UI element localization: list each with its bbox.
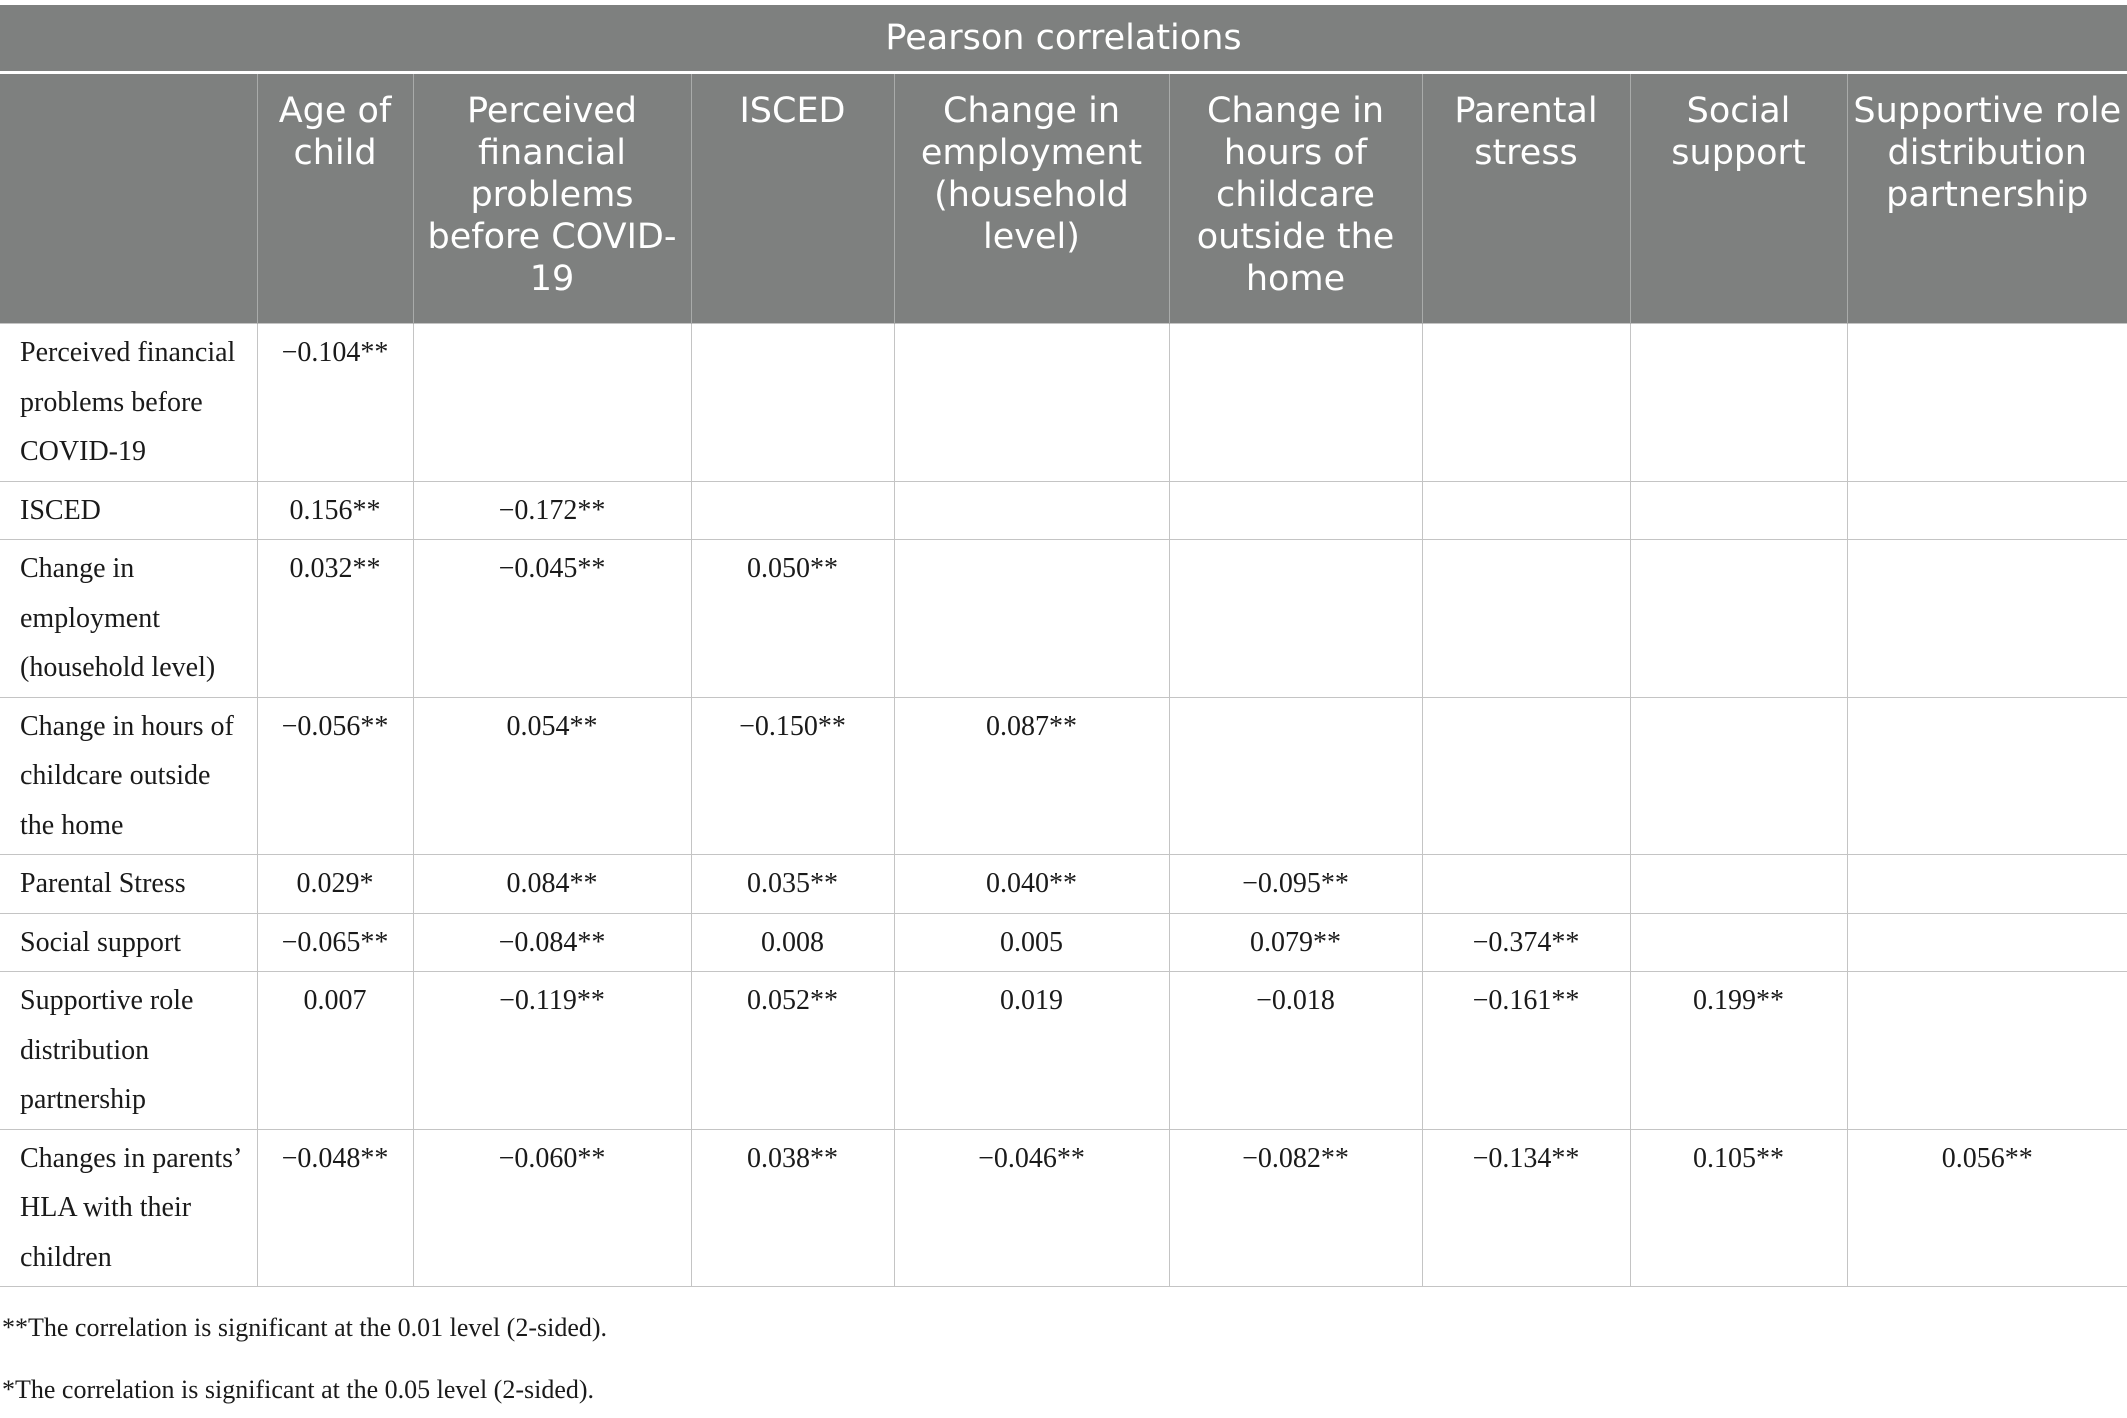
column-header: Supportive role distribution partnership xyxy=(1847,73,2127,324)
correlation-cell xyxy=(1422,324,1630,482)
correlation-cell: 0.008 xyxy=(691,913,894,972)
correlation-cell xyxy=(1169,697,1422,855)
correlation-cell: 0.054** xyxy=(413,697,691,855)
correlation-cell xyxy=(691,481,894,540)
correlation-cell xyxy=(1847,481,2127,540)
correlation-cell: 0.019 xyxy=(894,972,1169,1130)
row-label: Change in hours of childcare outside the home xyxy=(0,697,257,855)
column-header: Parental stress xyxy=(1422,73,1630,324)
correlation-cell: 0.040** xyxy=(894,855,1169,914)
table-row xyxy=(0,1129,2127,1287)
row-label: Changes in parents’ HLA with their children xyxy=(0,1129,257,1287)
column-header-row xyxy=(0,73,2127,324)
correlation-cell: −0.161** xyxy=(1422,972,1630,1130)
column-header: Perceived financial problems before COVID-19 xyxy=(413,73,691,324)
correlation-cell: 0.199** xyxy=(1630,972,1847,1130)
correlation-cell: −0.065** xyxy=(257,913,413,972)
correlation-cell: −0.048** xyxy=(257,1129,413,1287)
column-header-blank xyxy=(0,73,257,324)
correlation-cell: 0.156** xyxy=(257,481,413,540)
column-header: Social support xyxy=(1630,73,1847,324)
correlation-cell xyxy=(1169,481,1422,540)
correlation-cell: −0.056** xyxy=(257,697,413,855)
correlation-cell: 0.105** xyxy=(1630,1129,1847,1287)
correlation-cell: −0.084** xyxy=(413,913,691,972)
correlation-cell: 0.038** xyxy=(691,1129,894,1287)
column-header: Age of child xyxy=(257,73,413,324)
correlation-cell: −0.374** xyxy=(1422,913,1630,972)
correlation-cell xyxy=(1422,855,1630,914)
table-title: Pearson correlations xyxy=(0,5,2127,73)
correlation-cell xyxy=(1422,481,1630,540)
footnote-significance-005: *The correlation is significant at the 0.05 level (2-sided). xyxy=(2,1375,595,1404)
correlation-cell: 0.056** xyxy=(1847,1129,2127,1287)
correlation-cell: −0.082** xyxy=(1169,1129,1422,1287)
correlation-cell xyxy=(1630,913,1847,972)
row-label: Perceived financial problems before COVID-19 xyxy=(0,324,257,482)
correlation-cell: −0.134** xyxy=(1422,1129,1630,1287)
correlation-cell xyxy=(1169,540,1422,698)
correlation-cell xyxy=(413,324,691,482)
table-row xyxy=(0,913,2127,972)
correlation-cell: −0.018 xyxy=(1169,972,1422,1130)
correlation-cell: 0.035** xyxy=(691,855,894,914)
correlation-cell: 0.032** xyxy=(257,540,413,698)
correlation-cell xyxy=(691,324,894,482)
correlation-table-container xyxy=(0,5,2127,1287)
correlation-cell xyxy=(1847,324,2127,482)
correlation-cell: 0.087** xyxy=(894,697,1169,855)
correlation-cell xyxy=(1630,697,1847,855)
correlation-table xyxy=(0,5,2127,1287)
row-label: Social support xyxy=(0,913,257,972)
table-row xyxy=(0,697,2127,855)
correlation-cell xyxy=(1630,324,1847,482)
correlation-cell xyxy=(1630,855,1847,914)
table-title-row xyxy=(0,5,2127,73)
row-label: Parental Stress xyxy=(0,855,257,914)
table-body xyxy=(0,324,2127,1287)
correlation-cell: −0.046** xyxy=(894,1129,1169,1287)
correlation-cell xyxy=(1847,913,2127,972)
correlation-cell xyxy=(1847,855,2127,914)
correlation-cell xyxy=(1422,697,1630,855)
row-label: Change in employment (household level) xyxy=(0,540,257,698)
column-header: ISCED xyxy=(691,73,894,324)
correlation-cell: 0.007 xyxy=(257,972,413,1130)
table-row xyxy=(0,540,2127,698)
correlation-cell: 0.029* xyxy=(257,855,413,914)
correlation-cell: −0.095** xyxy=(1169,855,1422,914)
row-label: ISCED xyxy=(0,481,257,540)
correlation-cell: −0.045** xyxy=(413,540,691,698)
correlation-cell xyxy=(1630,481,1847,540)
correlation-cell xyxy=(1630,540,1847,698)
correlation-cell xyxy=(1847,540,2127,698)
correlation-cell: −0.119** xyxy=(413,972,691,1130)
correlation-cell: 0.052** xyxy=(691,972,894,1130)
table-row xyxy=(0,972,2127,1130)
footnote-significance-001: **The correlation is significant at the 0.01 level (2-sided). xyxy=(2,1313,608,1342)
correlation-cell: −0.172** xyxy=(413,481,691,540)
correlation-cell: −0.150** xyxy=(691,697,894,855)
correlation-cell: 0.005 xyxy=(894,913,1169,972)
correlation-cell: −0.104** xyxy=(257,324,413,482)
correlation-cell: 0.084** xyxy=(413,855,691,914)
column-header: Change in employment (household level) xyxy=(894,73,1169,324)
correlation-cell xyxy=(1169,324,1422,482)
correlation-cell xyxy=(1847,697,2127,855)
table-row xyxy=(0,855,2127,914)
correlation-cell xyxy=(1847,972,2127,1130)
column-header: Change in hours of childcare outside the home xyxy=(1169,73,1422,324)
table-row xyxy=(0,324,2127,482)
correlation-cell: −0.060** xyxy=(413,1129,691,1287)
table-row xyxy=(0,481,2127,540)
correlation-cell xyxy=(894,324,1169,482)
row-label: Supportive role distribution partnership xyxy=(0,972,257,1130)
correlation-cell: 0.050** xyxy=(691,540,894,698)
correlation-cell: 0.079** xyxy=(1169,913,1422,972)
correlation-cell xyxy=(894,540,1169,698)
correlation-cell xyxy=(894,481,1169,540)
correlation-cell xyxy=(1422,540,1630,698)
